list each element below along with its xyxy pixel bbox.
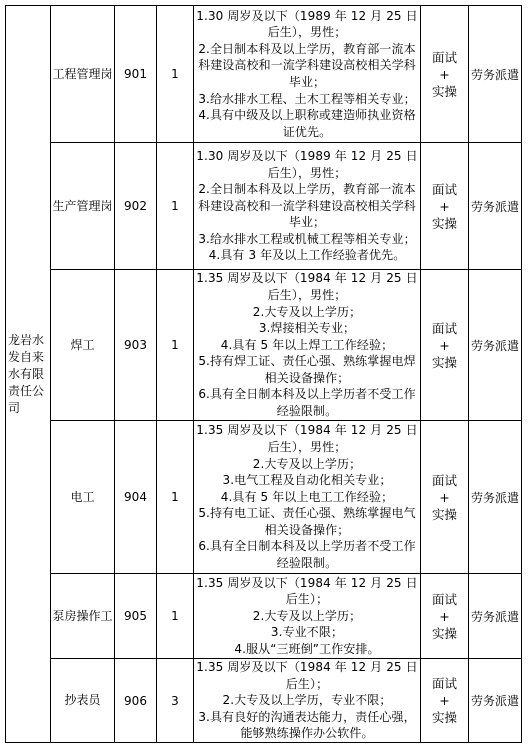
requirements-cell — [194, 421, 421, 574]
exam-cell — [421, 421, 469, 574]
exam-line: 面试 — [431, 676, 457, 691]
requirement-item: 4.具有 5 年以上焊工工作经验； — [220, 337, 394, 352]
exam-line: 面试 — [431, 591, 457, 607]
requirement-item: 1.35 周岁及以下（1984 年 12 月 25 日后生）； — [196, 575, 418, 607]
recruitment-table — [5, 5, 522, 743]
requirement-item: 1.35 周岁及以下（1984 年 12 月 25 日后生），男性； — [196, 423, 418, 454]
requirements-cell — [194, 574, 421, 659]
exam-line: + — [439, 693, 450, 708]
requirement-item: 3.给水排水工程、土木工程等相关专业； — [198, 91, 416, 106]
count-cell: 1 — [157, 143, 194, 270]
requirement-item: 2.全日制本科及以上学历，教育部一流本科建设高校和一流学科建设高校相关学科毕业； — [198, 182, 416, 230]
exam-cell — [421, 659, 469, 743]
requirement-item: 2.大专及以上学历； — [252, 456, 362, 471]
code-cell: 903 — [115, 270, 157, 421]
requirement-item: 2.大专及以上学历； — [252, 608, 362, 623]
exam-line: 面试 — [431, 320, 457, 336]
exam-line: + — [439, 337, 450, 353]
employment-cell: 劳务派遣 — [469, 421, 522, 574]
exam-cell — [421, 270, 469, 421]
position-cell: 生产管理岗 — [51, 143, 115, 270]
requirement-item: 3.焊接相关专业； — [258, 321, 356, 336]
requirement-item: 2.大专及以上学历，专业不限； — [222, 693, 392, 708]
position-cell: 抄表员 — [51, 659, 115, 743]
requirement-item: 5.持有焊工证、责任心强、熟练掌握电焊相关设备操作； — [198, 354, 416, 385]
requirement-item: 4.服从“三班倒”工作安排。 — [234, 641, 380, 656]
requirement-item: 3.专业不限； — [270, 625, 344, 640]
requirement-item: 1.30 周岁及以下（1989 年 12 月 25 日后生），男性； — [196, 8, 418, 40]
count-cell: 1 — [157, 421, 194, 574]
exam-line: 实操 — [431, 83, 457, 99]
requirement-item: 4.具有 3 年及以上工作经验者优先。 — [208, 248, 406, 263]
code-cell: 904 — [115, 421, 157, 574]
position-cell: 泵房操作工 — [51, 574, 115, 659]
exam-line: 实操 — [431, 354, 457, 370]
requirement-item: 6.具有全日制本科及以上学历者不受工作经验限制。 — [198, 387, 416, 419]
employment-cell: 劳务派遣 — [469, 6, 522, 143]
requirement-item: 2.全日制本科及以上学历，教育部一流本科建设高校和一流学科建设高校相关学科毕业； — [198, 41, 416, 89]
requirements-cell — [194, 659, 421, 743]
position-cell: 工程管理岗 — [51, 6, 115, 143]
exam-cell — [421, 574, 469, 659]
position-cell: 焊工 — [51, 270, 115, 421]
company-cell — [6, 6, 51, 743]
requirement-item: 1.35 周岁及以下（1984 年 12 月 25 日后生）； — [196, 660, 418, 691]
table-row — [6, 6, 522, 143]
employment-cell: 劳务派遣 — [469, 143, 522, 270]
position-cell: 电工 — [51, 421, 115, 574]
code-cell: 901 — [115, 6, 157, 143]
count-cell: 1 — [157, 6, 194, 143]
requirement-item: 6.具有全日制本科及以上学历者不受工作经验限制。 — [198, 539, 416, 571]
table-row — [6, 270, 522, 421]
exam-line: + — [439, 489, 450, 505]
table-row — [6, 143, 522, 270]
requirement-item: 3.具有良好的沟通表达能力，责任心强，能够熟练操作办公软件。 — [198, 709, 416, 741]
exam-line: 实操 — [431, 710, 457, 725]
requirements-cell — [194, 143, 421, 270]
exam-line: 面试 — [431, 181, 457, 197]
exam-cell — [421, 143, 469, 270]
code-cell: 902 — [115, 143, 157, 270]
requirement-item: 1.35 周岁及以下（1984 年 12 月 25 日后生），男性； — [196, 271, 418, 302]
exam-line: + — [439, 608, 450, 624]
requirement-item: 3.电气工程及自动化相关专业； — [222, 473, 392, 488]
requirements-cell — [194, 270, 421, 421]
exam-line: + — [439, 66, 450, 82]
company-name: 龙岩水发自来水有限责任公司 — [8, 332, 45, 415]
count-cell: 1 — [157, 574, 194, 659]
table-row — [6, 574, 522, 659]
table-row — [6, 421, 522, 574]
count-cell: 3 — [157, 659, 194, 743]
requirement-item: 4.具有 5 年以上电工工作经验； — [220, 489, 394, 504]
employment-cell: 劳务派遣 — [469, 659, 522, 743]
exam-line: 面试 — [431, 472, 457, 488]
requirement-item: 1.30 周岁及以下（1989 年 12 月 25 日后生），男性； — [196, 148, 418, 180]
exam-line: 实操 — [431, 625, 457, 641]
employment-cell: 劳务派遣 — [469, 574, 522, 659]
employment-cell: 劳务派遣 — [469, 270, 522, 421]
requirement-item: 2.大专及以上学历； — [252, 304, 362, 319]
exam-line: 面试 — [431, 49, 457, 65]
table-row — [6, 659, 522, 743]
code-cell: 906 — [115, 659, 157, 743]
requirement-item: 3.给水排水工程或机械工程等相关专业； — [198, 231, 416, 246]
exam-line: 实操 — [431, 215, 457, 231]
exam-line: + — [439, 198, 450, 214]
requirements-cell — [194, 6, 421, 143]
requirement-item: 5.持有电工证、责任心强、熟练掌握电气相关设备操作； — [198, 506, 416, 537]
count-cell: 1 — [157, 270, 194, 421]
exam-line: 实操 — [431, 506, 457, 522]
exam-cell — [421, 6, 469, 143]
requirement-item: 4.具有中级及以上职称或建造师执业资格证优先。 — [198, 108, 416, 139]
code-cell: 905 — [115, 574, 157, 659]
